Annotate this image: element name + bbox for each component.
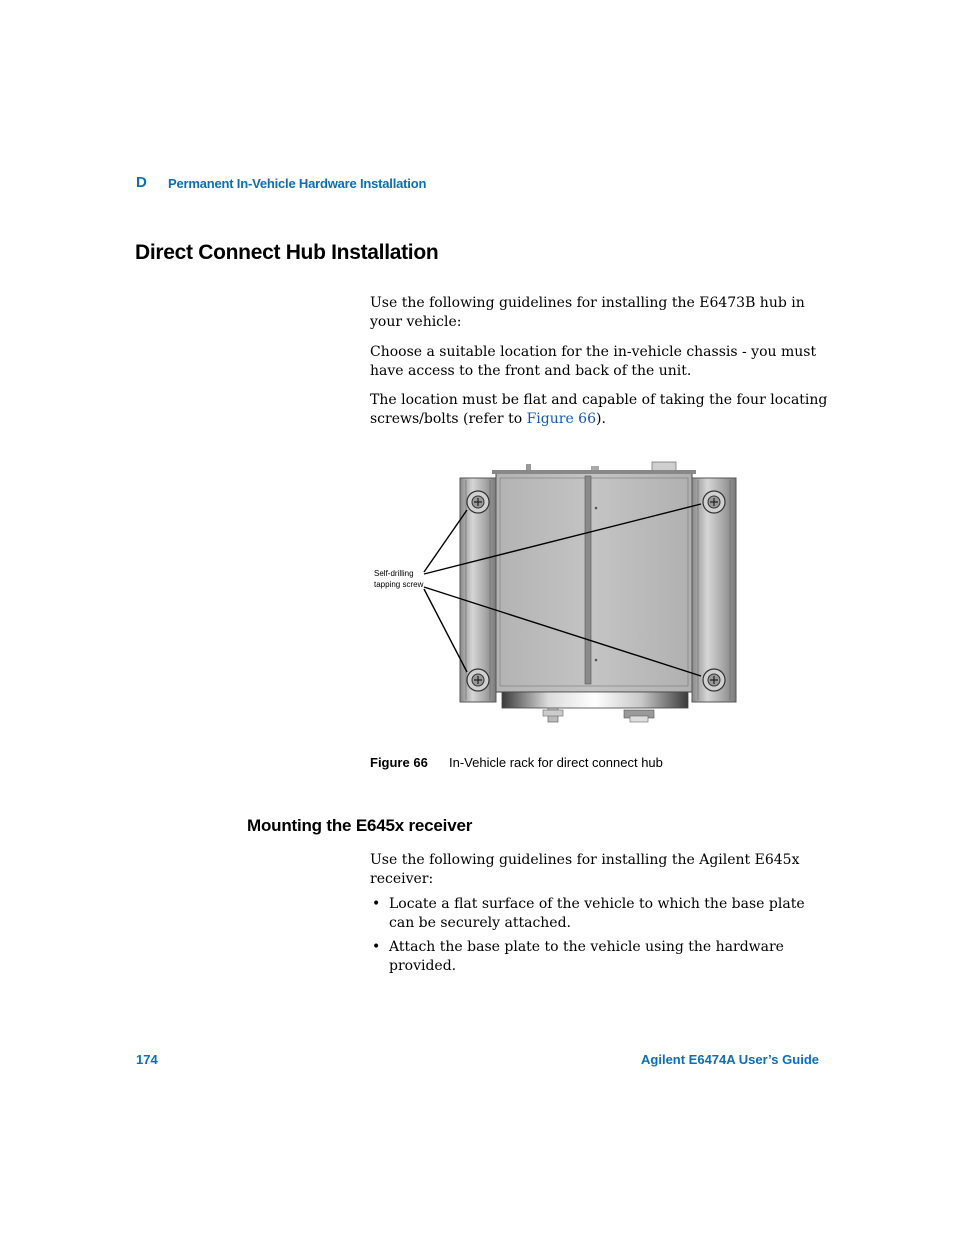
mounting-paragraph-end: ). — [596, 410, 606, 427]
guide-title: Agilent E6474A User’s Guide — [641, 1052, 819, 1067]
callout-label-line2: tapping screw — [374, 580, 424, 589]
subsection-heading: Mounting the E645x receiver — [247, 816, 473, 835]
bullet-icon: • — [372, 939, 381, 955]
callout-label-line1: Self-drilling — [374, 569, 414, 578]
receiver-intro-paragraph: Use the following guidelines for installing the Agilent E645x receiver: — [370, 852, 800, 887]
in-vehicle-rack-figure — [368, 460, 740, 728]
figure-caption-label: Figure 66 — [370, 755, 428, 770]
screw-bottom-right — [703, 669, 725, 691]
mounting-paragraph — [370, 391, 830, 428]
chapter-title: Permanent In-Vehicle Hardware Installation — [168, 176, 427, 191]
guideline-list — [370, 895, 830, 981]
screw-top-left — [467, 491, 489, 513]
screw-top-right — [703, 491, 725, 513]
intro-paragraph: Use the following guidelines for installing the E6473B hub in your vehicle: — [370, 295, 805, 330]
bullet-icon: • — [372, 896, 381, 912]
section-heading: Direct Connect Hub Installation — [135, 241, 439, 264]
location-paragraph: Choose a suitable location for the in-vehicle chassis - you must have access to the front and back of the unit. — [370, 344, 817, 379]
list-item — [370, 938, 830, 975]
screw-bottom-left — [467, 669, 489, 691]
mounting-paragraph-text: The location must be flat and capable of taking the four locating screws/bolts (refer to — [370, 392, 828, 427]
figure-66-link[interactable]: Figure 66 — [526, 410, 596, 427]
list-item — [370, 895, 830, 932]
chassis-body — [496, 472, 692, 692]
page-number: 174 — [136, 1052, 158, 1067]
list-item-text: Locate a flat surface of the vehicle to which the base plate can be securely attached. — [389, 896, 805, 931]
chapter-letter: D — [136, 174, 147, 191]
figure-caption-text: In-Vehicle rack for direct connect hub — [449, 755, 663, 770]
list-item-text: Attach the base plate to the vehicle using the hardware provided. — [389, 939, 784, 974]
